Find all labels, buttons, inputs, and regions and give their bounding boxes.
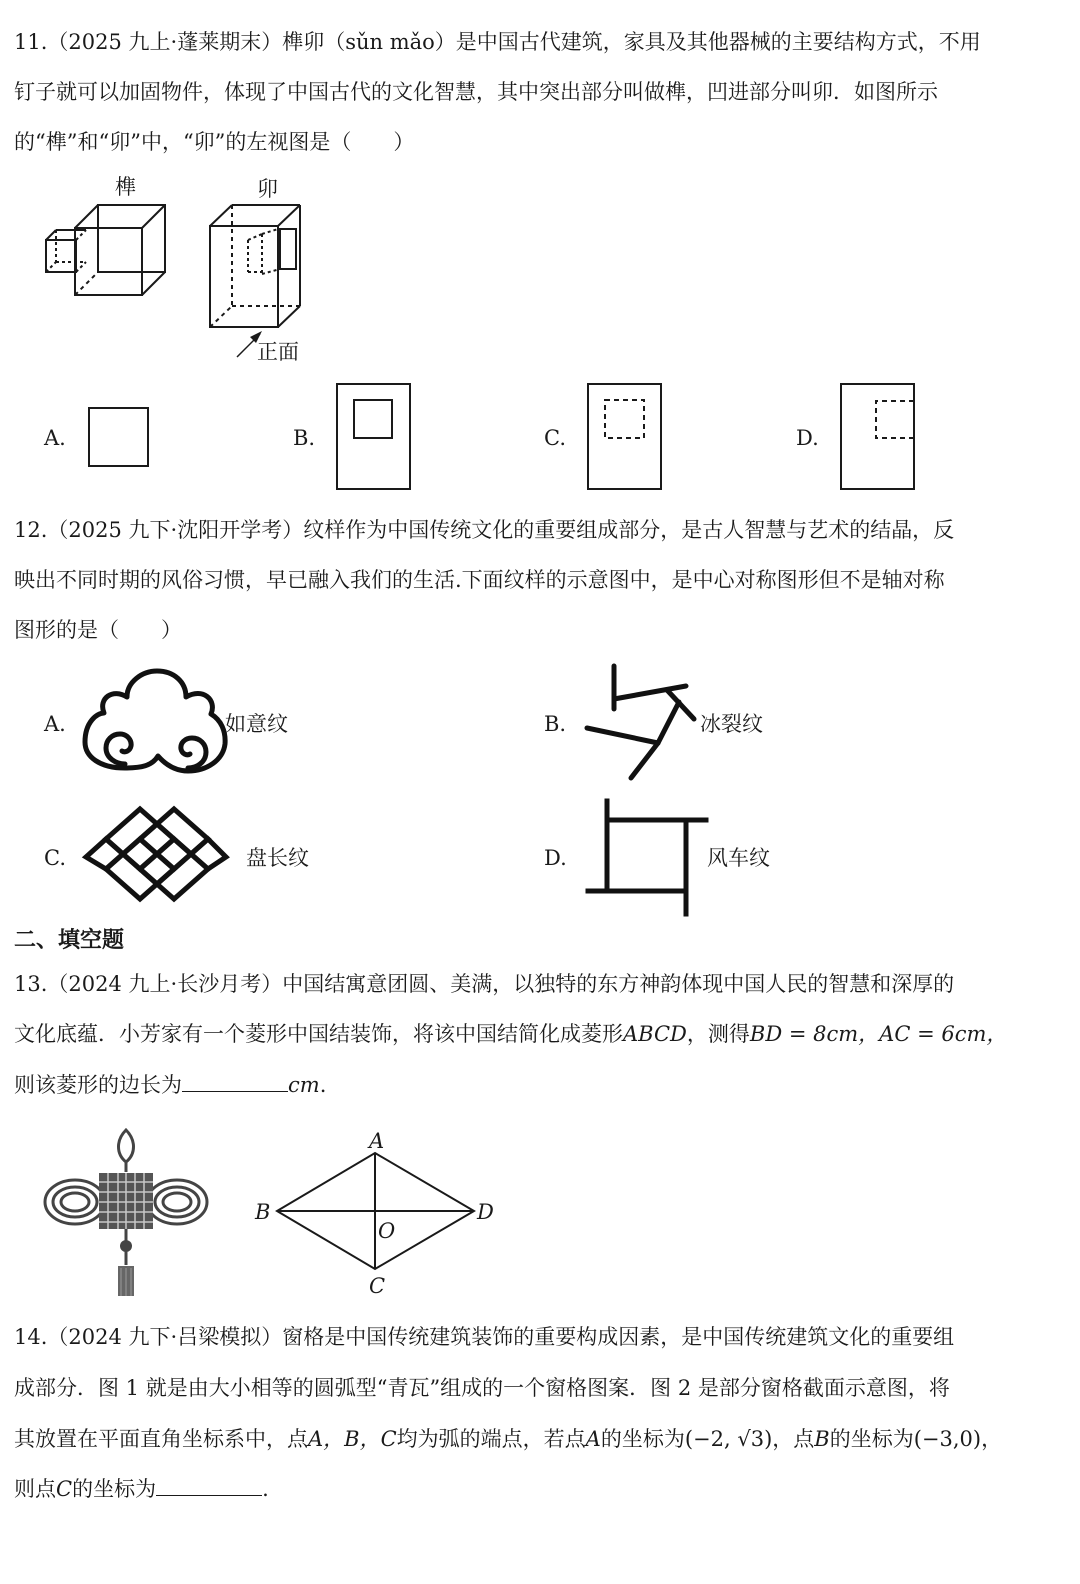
q14-points-abc: A，B，C bbox=[308, 1427, 397, 1451]
q14-line-4-text-c: 的坐标为 bbox=[72, 1477, 157, 1501]
q14-point-a-coords: (−2, √3) bbox=[684, 1427, 773, 1451]
q14-line-3-text-e: 的坐标为 bbox=[600, 1427, 685, 1451]
point-o-label: O bbox=[378, 1219, 396, 1243]
mortise-figure bbox=[210, 205, 300, 357]
q11-line-2: 钉子就可以加固物件，体现了中国古代的文化智慧，其中突出部分叫做榫，凹进部分叫卯．如图所示 bbox=[14, 80, 938, 104]
ruyi-cloud-figure bbox=[85, 671, 225, 771]
q11-d-figure bbox=[841, 384, 914, 489]
q14-point-b-coords: (−3,0) bbox=[913, 1427, 982, 1451]
q11-line-3: 的“榫”和“卯”中，“卯”的左视图是（ ） bbox=[14, 130, 415, 154]
q11-a-square bbox=[89, 408, 148, 466]
q11-option-c[interactable]: C. bbox=[544, 426, 566, 450]
q12-option-d[interactable]: D. bbox=[544, 846, 567, 870]
q11-c-figure bbox=[588, 384, 661, 489]
point-d-label: D bbox=[477, 1200, 494, 1224]
q14-point-b: B bbox=[814, 1427, 830, 1451]
point-a-label: A bbox=[369, 1129, 385, 1153]
q11-option-a[interactable]: A. bbox=[44, 426, 66, 450]
q11-option-b[interactable]: B. bbox=[293, 426, 316, 450]
q13-line-2-text-c: ，测得 bbox=[686, 1022, 750, 1046]
fengche-figure bbox=[588, 801, 706, 914]
chinese-knot-figure bbox=[45, 1130, 207, 1296]
q12-line-2: 映出不同时期的风俗习惯，早已融入我们的生活.下面纹样的示意图中，是中心对称图形但不是轴对称 bbox=[14, 568, 945, 592]
point-c-label: C bbox=[369, 1274, 386, 1298]
q14-line-3-text-g: ，点 bbox=[772, 1427, 815, 1451]
q14-line-3-text-i: 的坐标为 bbox=[829, 1427, 914, 1451]
q14-line-2: 成部分．图 1 就是由大小相等的圆弧型“青瓦”组成的一个窗格图案．图 2 是部分窗格截面示意图，将 bbox=[14, 1376, 950, 1400]
rhombus-abcd-figure bbox=[277, 1153, 474, 1269]
q13-line-1: 13.（2024 九上·长沙月考）中国结寓意团圆、美满，以独特的东方神韵体现中国人民的智慧和深厚的 bbox=[14, 972, 955, 996]
q14-line-3-text-k: ， bbox=[981, 1427, 1003, 1451]
q14-line-4-text-a: 则点 bbox=[14, 1477, 56, 1501]
q14-period: . bbox=[262, 1477, 269, 1501]
rhombus-name: ABCD bbox=[623, 1022, 687, 1046]
q12-line-3: 图形的是（ ） bbox=[14, 618, 182, 642]
q13-line-3-text-a: 则该菱形的边长为 bbox=[14, 1073, 182, 1097]
ruyi-pattern-name: 如意纹 bbox=[225, 712, 288, 736]
panchang-pattern-name: 盘长纹 bbox=[246, 846, 309, 870]
tenon-figure bbox=[46, 205, 165, 295]
q13-unit: cm bbox=[288, 1073, 320, 1097]
q12-option-b[interactable]: B. bbox=[544, 712, 567, 736]
q14-line-1: 14.（2024 九下·吕梁模拟）窗格是中国传统建筑装饰的重要构成因素，是中国传统建筑文化的重要组 bbox=[14, 1325, 955, 1349]
q11-option-d[interactable]: D. bbox=[796, 426, 819, 450]
q14-line-3-text-a: 其放置在平面直角坐标系中，点 bbox=[14, 1427, 308, 1451]
panchang-figure bbox=[86, 809, 226, 899]
fengche-pattern-name: 风车纹 bbox=[707, 846, 770, 870]
q13-period: . bbox=[319, 1073, 327, 1097]
q12-line-1: 12.（2025 九下·沈阳开学考）纹样作为中国传统文化的重要组成部分，是古人智慧与艺术的结晶，反 bbox=[14, 518, 955, 542]
q14-point-a: A bbox=[585, 1427, 601, 1451]
point-b-label: B bbox=[255, 1200, 271, 1224]
q11-line-1: 11.（2025 九上·蓬莱期末）榫卯（sǔn mǎo）是中国古代建筑，家具及其他器械的主要结构方式，不用 bbox=[14, 30, 981, 54]
binglie-figure bbox=[587, 666, 694, 778]
section-title-fill-in: 二、填空题 bbox=[14, 928, 125, 953]
q11-b-figure bbox=[337, 384, 410, 489]
binglie-pattern-name: 冰裂纹 bbox=[700, 712, 763, 736]
q12-option-c[interactable]: C. bbox=[44, 846, 66, 870]
q13-line-2-text-a: 文化底蕴．小芳家有一个菱形中国结装饰，将该中国结简化成菱形 bbox=[14, 1022, 623, 1046]
q14-point-c: C bbox=[56, 1477, 73, 1501]
mao-label: 卯 bbox=[257, 177, 278, 201]
front-label: 正面 bbox=[257, 340, 299, 364]
q14-line-3-text-c: 均为弧的端点，若点 bbox=[396, 1427, 586, 1451]
sun-label: 榫 bbox=[115, 175, 136, 199]
q12-option-a[interactable]: A. bbox=[44, 712, 66, 736]
diagonal-lengths: BD = 8cm，AC = 6cm， bbox=[749, 1022, 1008, 1046]
